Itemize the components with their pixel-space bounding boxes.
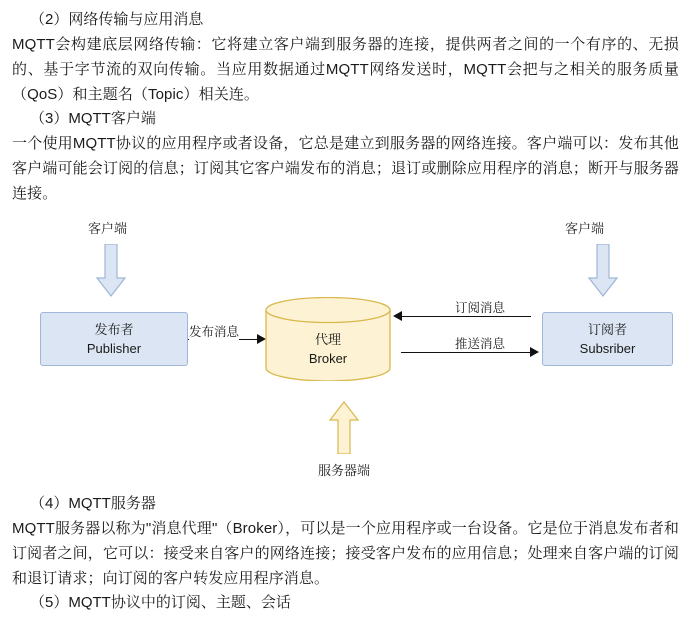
subscriber-box <box>542 312 673 366</box>
diagram-label-server: 服务器端 <box>318 463 371 478</box>
section-3-body: 一个使用MQTT协议的应用程序或者设备，它总是建立到服务器的网络连接。客户端可以：发布其他客户端可能会订阅的信息；订阅其它客户端发布的消息；退订或删除应用程序的消息；断开与服务器连接。 <box>12 135 679 202</box>
section-5 <box>12 591 679 615</box>
section-3 <box>12 107 679 206</box>
section-5-heading: （5）MQTT协议中的订阅、主题、会话 <box>30 594 291 611</box>
subscriber-label-cn: 订阅者 <box>587 322 627 337</box>
arrow-up-server-icon <box>329 400 359 454</box>
edge-push-label: 推送消息 <box>455 334 505 352</box>
edge-subscribe-label: 订阅消息 <box>455 298 505 316</box>
broker-label-en: Broker <box>308 351 348 366</box>
subscriber-label-en: Subsriber <box>579 341 636 356</box>
diagram-label-client-left: 客户端 <box>88 221 128 236</box>
edge-push-line <box>401 352 531 353</box>
publisher-label-cn: 发布者 <box>94 322 134 337</box>
edge-push-arrowhead-icon <box>530 347 539 357</box>
diagram-label-client-right: 客户端 <box>565 221 605 236</box>
arrow-down-left-icon <box>96 244 126 298</box>
mqtt-architecture-diagram <box>12 212 679 490</box>
section-4-body: MQTT服务器以称为"消息代理"（Broker），可以是一个应用程序或一台设备。它是位于消息发布者和订阅者之间，它可以：接受来自客户的网络连接；接受客户发布的应用信息；处理来自客户端的订阅和退订请求；向订阅的客户转发应用程序消息。 <box>12 520 679 587</box>
arrow-down-right-icon <box>588 244 618 298</box>
broker-label-cn: 代理 <box>314 332 341 347</box>
section-2 <box>12 8 679 107</box>
section-4 <box>12 492 679 591</box>
publisher-label-en: Publisher <box>86 341 142 356</box>
section-2-body: MQTT会构建底层网络传输：它将建立客户端到服务器的连接，提供两者之间的一个有序的、无损的、基于字节流的双向传输。当应用数据通过MQTT网络发送时，MQTT会把与之相关的服务质量（QoS）和主题名（Topic）相关连。 <box>12 36 679 103</box>
edge-subscribe-line <box>401 316 531 317</box>
broker-cylinder <box>265 297 391 381</box>
edge-publish-label: 发布消息 <box>189 322 239 340</box>
publisher-box <box>40 312 188 366</box>
edge-subscribe-arrowhead-icon <box>393 311 402 321</box>
broker-labels <box>265 297 391 391</box>
section-4-heading: （4）MQTT服务器 <box>30 495 156 512</box>
section-3-heading: （3）MQTT客户端 <box>30 110 156 127</box>
section-2-heading: （2）网络传输与应用消息 <box>30 11 204 28</box>
